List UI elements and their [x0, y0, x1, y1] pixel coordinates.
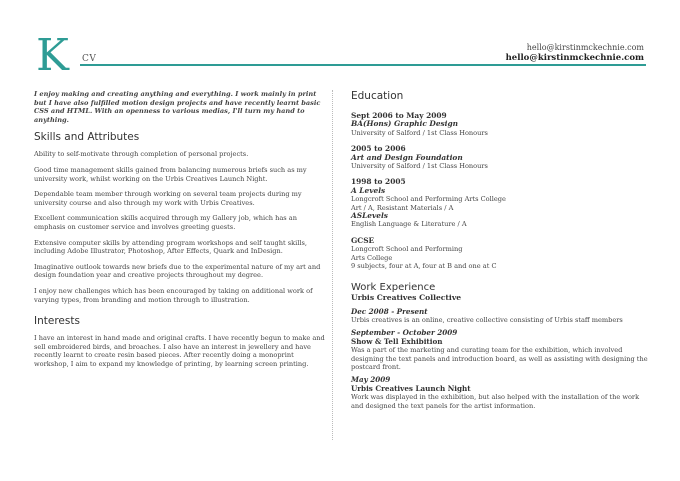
gcse-line: Arts College: [351, 253, 393, 262]
email-link-small[interactable]: hello@kirstinmckechnie.com: [526, 43, 644, 52]
education-entry: [351, 112, 651, 137]
education-date: Sept 2006 to May 2009: [351, 111, 447, 120]
job-title: Show & Tell Exhibition: [351, 336, 443, 346]
job-text: Urbis creatives is an online, creative collective consisting of Urbis staff members: [351, 315, 623, 324]
education-detail: University of Salford / 1st Class Honours: [351, 162, 488, 171]
education-course: Art and Design Foundation: [351, 152, 463, 162]
skill-item: Extensive computer skills by attending program workshops and self taught skills, including Adobe Illustrator, Photoshop, After Effects, Quark and InDesign.: [34, 238, 307, 256]
gcse-label: GCSE: [351, 235, 375, 245]
skill-item: Dependable team member through working on several team projects during my university course and also through my work with Urbis Creatives.: [34, 190, 302, 207]
skills-heading: Skills and Attributes: [34, 131, 140, 144]
education-heading: Education: [351, 90, 404, 102]
job-date: September - October 2009: [351, 328, 458, 338]
education-entry-gcse: [351, 237, 651, 271]
skill-item: Good time management skills gained from balancing numerous briefs such as my university work, whilst working on the Urbis Creatives Launch Night.: [34, 165, 307, 183]
aslevels-label: ASLevels: [351, 211, 388, 221]
job-date: Dec 2008 - Present: [351, 306, 428, 316]
aslevels-subjects: English Language & Literature / A: [351, 220, 467, 229]
job-date: May 2009: [351, 375, 391, 385]
job-text: Was a part of the marketing and curating team for the exhibition, which involved designing the text panels and introduction board, as well as assisting with designing the postcard front.: [351, 346, 648, 371]
education-course: BA(Hons) Graphic Design: [351, 119, 459, 129]
email-link-bold[interactable]: hello@kirstinmckechnie.com: [505, 53, 644, 63]
alevels-subjects: Art / A, Resistant Materials / A: [351, 203, 454, 212]
job-entry: [351, 376, 651, 410]
alevels-school: Longcroft School and Performing Arts College: [351, 195, 506, 204]
left-column: [34, 90, 329, 375]
job-entry: [351, 308, 651, 325]
education-detail: University of Salford / 1st Class Honours: [351, 128, 488, 137]
job-entry: [351, 329, 651, 371]
skill-item: Excellent communication skills acquired through my Gallery job, which has an emphasis on customer service and involves greeting guests.: [34, 214, 297, 231]
skill-item: Imaginative outlook towards new briefs due to the experimental nature of my art and design foundation year and creative projects throughout my degree.: [34, 262, 321, 280]
gcse-line: Longcroft School and Performing: [351, 245, 463, 254]
work-subheading: Urbis Creatives Collective: [351, 292, 462, 302]
job-title: Urbis Creatives Launch Night: [351, 383, 471, 393]
education-entry: [351, 145, 651, 170]
k-logo: [34, 32, 78, 76]
alevels-label: A Levels: [351, 185, 386, 195]
header-rule: [80, 64, 646, 66]
education-date: 1998 to 2005: [351, 177, 406, 187]
education-entry-alevels: [351, 178, 651, 228]
education-date: 2005 to 2006: [351, 144, 406, 154]
interests-text: I have an interest in hand made and original crafts. I have recently begun to make and sell embroidered birds, and broaches. I also have an interest in jewellery and have recently learnt to create resin based pieces. After recently doing a monoprint workshop, I aim to expand my knowledge of printing, by learning screen printing.: [34, 334, 325, 368]
column-divider: [332, 90, 334, 440]
interests-heading: Interests: [34, 315, 80, 328]
skill-item: Ability to self-motivate through completion of personal projects.: [34, 150, 249, 159]
work-heading: Work Experience: [351, 281, 436, 293]
skill-item: I enjoy new challenges which has been encouraged by taking on additional work of varying types, from branding and motion through to illustration.: [34, 286, 313, 304]
gcse-line: 9 subjects, four at A, four at B and one at C: [351, 262, 497, 271]
job-text: Work was displayed in the exhibition, but also helped with the installation of the work and designed the text panels for the artist information.: [351, 393, 640, 410]
right-column: [351, 90, 651, 415]
logo-letter: K: [36, 32, 69, 76]
cv-label: CV: [82, 54, 97, 64]
intro-statement: I enjoy making and creating anything and everything. I work mainly in print but I have also fulfilled motion design projects and have recently learnt basic CSS and HTML. With an openness to various medias, I'll turn my hand to anything.: [34, 90, 321, 124]
